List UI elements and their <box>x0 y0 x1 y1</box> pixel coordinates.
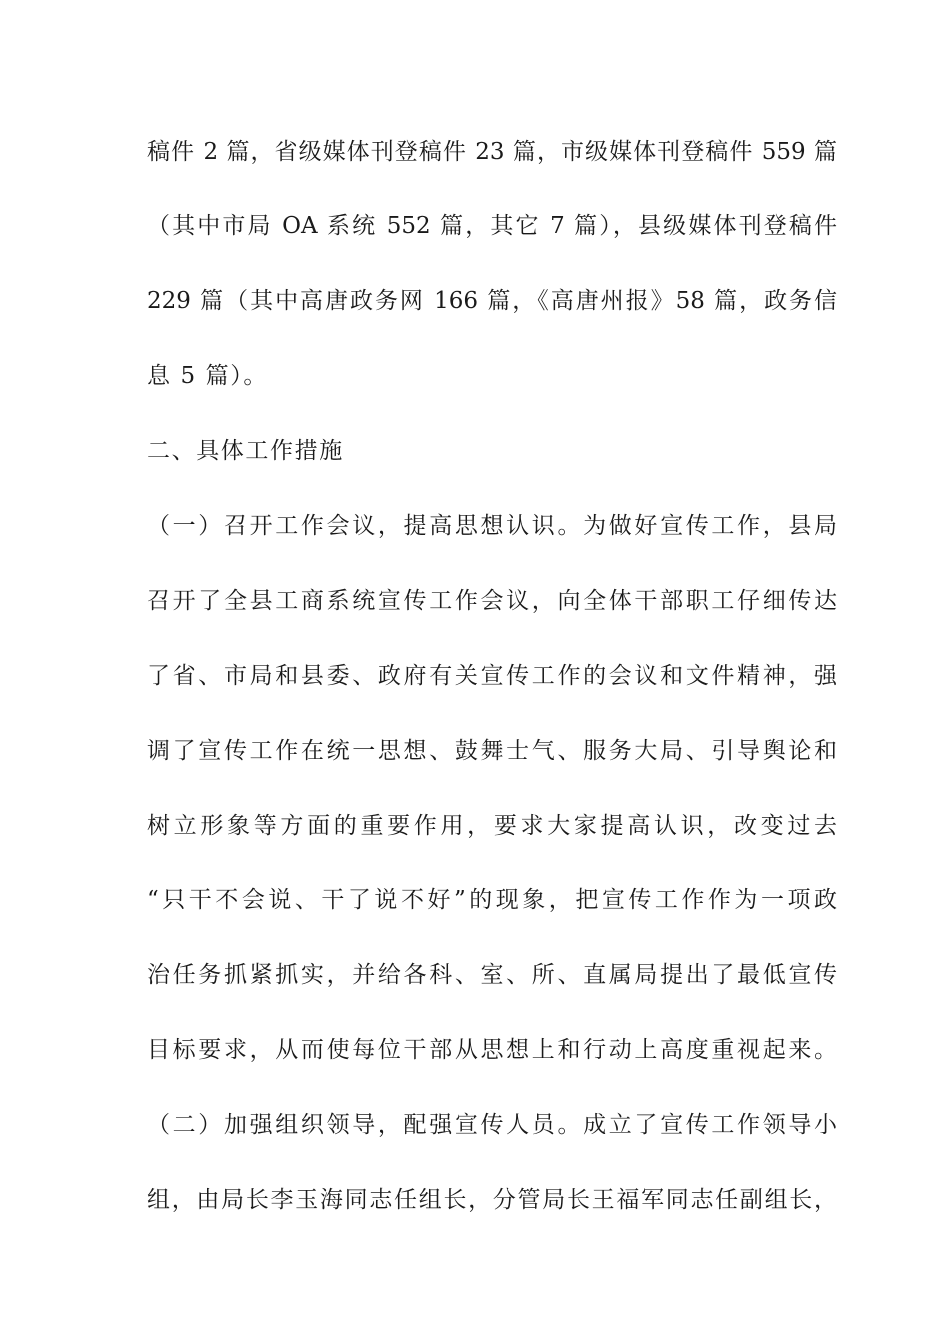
text-line: 目标要求，从而使每位干部从思想上和行动上高度重视起来。 <box>147 1037 837 1063</box>
text-line: （二）加强组织领导，配强宣传人员。成立了宣传工作领导小 <box>147 1112 837 1138</box>
text-line: 召开了全县工商系统宣传工作会议，向全体干部职工仔细传达 <box>147 588 837 614</box>
text-line: 调了宣传工作在统一思想、鼓舞士气、服务大局、引导舆论和 <box>147 738 837 764</box>
text-line: 稿件 2 篇，省级媒体刊登稿件 23 篇，市级媒体刊登稿件 559 篇 <box>147 139 837 165</box>
text-line: 了省、市局和县委、政府有关宣传工作的会议和文件精神，强 <box>147 663 837 689</box>
text-line: （其中市局 OA 系统 552 篇，其它 7 篇），县级媒体刊登稿件 <box>147 213 837 239</box>
text-line: 组，由局长李玉海同志任组长，分管局长王福军同志任副组长， <box>147 1187 837 1213</box>
text-line: 治任务抓紧抓实，并给各科、室、所、直属局提出了最低宣传 <box>147 962 837 988</box>
text-line: “只干不会说、干了说不好”的现象，把宣传工作作为一项政 <box>147 887 837 913</box>
text-line: 229 篇（其中高唐政务网 166 篇，《高唐州报》58 篇，政务信 <box>147 288 837 314</box>
text-line: 息 5 篇）。 <box>147 363 268 389</box>
text-line: 树立形象等方面的重要作用，要求大家提高认识，改变过去 <box>147 813 837 839</box>
text-line: （一）召开工作会议，提高思想认识。为做好宣传工作，县局 <box>147 513 837 539</box>
section-heading: 二、具体工作措施 <box>147 438 344 464</box>
